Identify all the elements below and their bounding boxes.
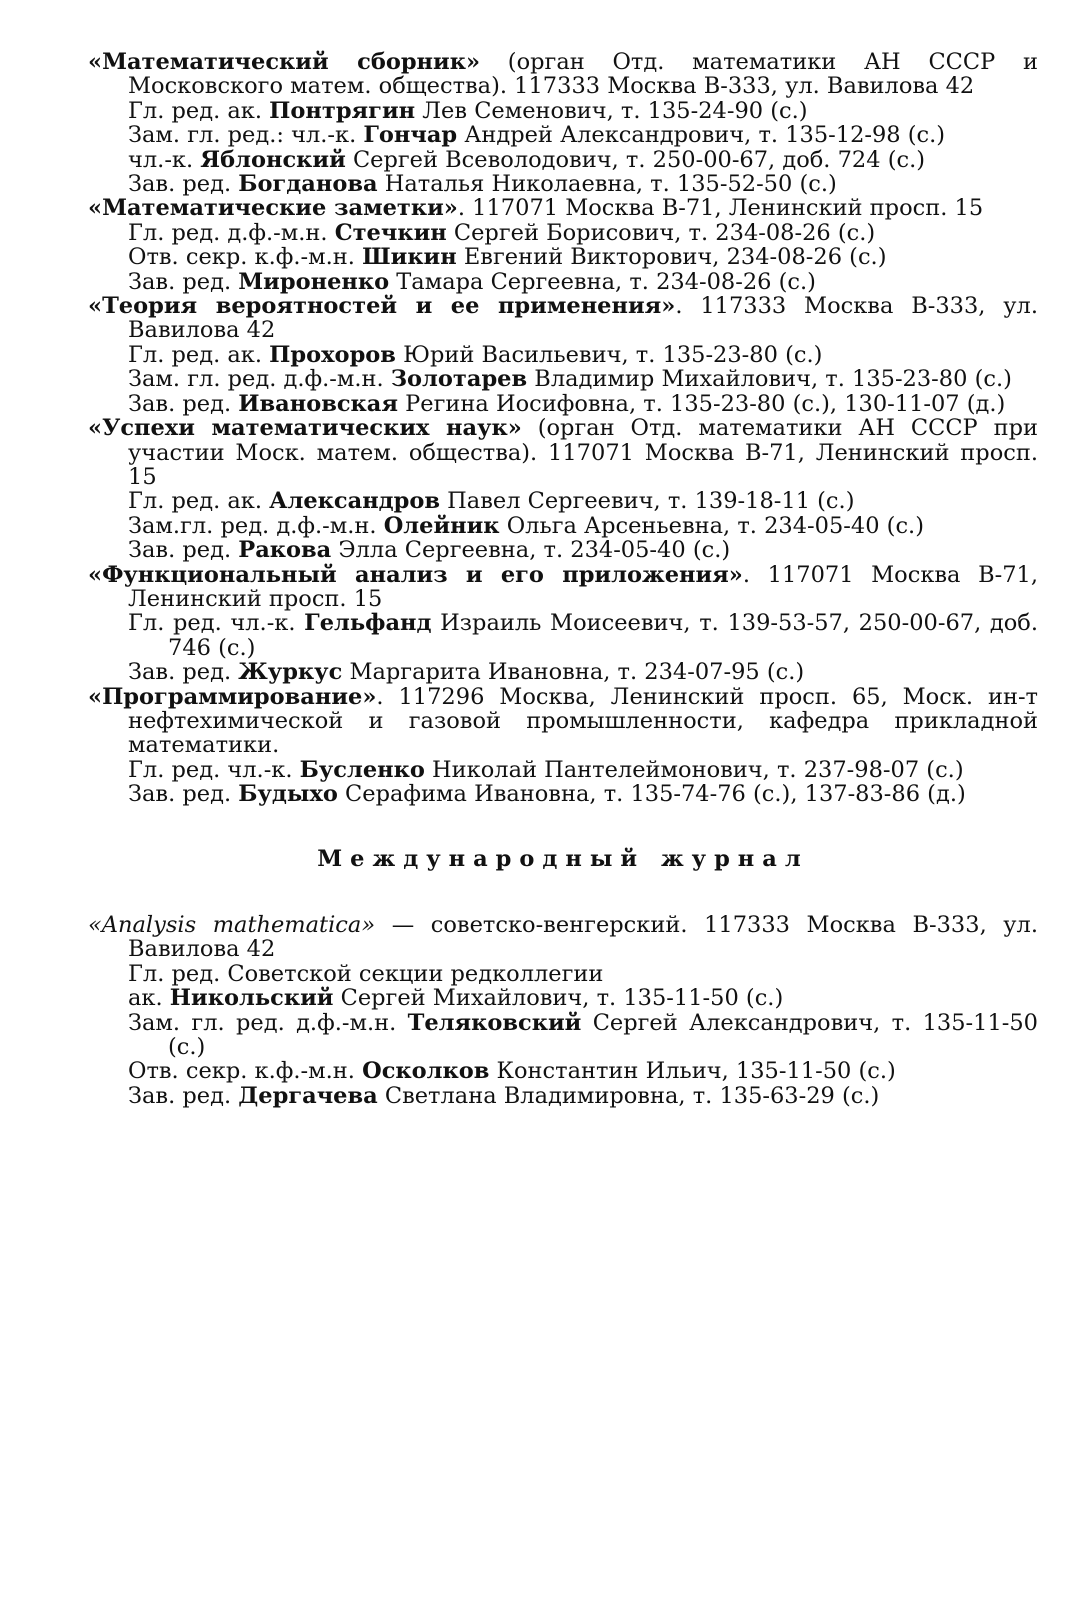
staff-surname: Бусленко	[299, 756, 425, 783]
staff-surname: Ивановская	[238, 390, 399, 417]
journal-heading	[88, 294, 1038, 343]
staff-role: Гл. ред. чл.-к.	[128, 756, 300, 783]
journal-address: (орган Отд. математики АН СССР и Московского матем. общества). 117333 Москва В-333, ул. Вавилова 42	[128, 49, 1038, 100]
staff-role: Зам. гл. ред. д.ф.-м.н.	[128, 1009, 408, 1036]
staff-line	[88, 270, 1038, 294]
staff-role: Гл. ред. ак.	[128, 97, 270, 124]
journal-entry-international	[88, 913, 1038, 1108]
staff-details: Маргарита Ивановна, т. 234-07-95 (с.)	[342, 659, 805, 686]
staff-details: Юрий Васильевич, т. 135-23-80 (с.)	[395, 341, 823, 368]
staff-line	[88, 172, 1038, 196]
staff-role: Отв. секр. к.ф.-м.н.	[128, 1058, 363, 1085]
staff-line	[88, 660, 1038, 684]
journal-title: «Программирование»	[88, 683, 377, 710]
staff-surname: Теляковский	[407, 1009, 582, 1036]
staff-details: Сергей Борисович, т. 234-08-26 (с.)	[446, 219, 876, 246]
staff-role: Зав. ред.	[128, 659, 239, 686]
journal-address: (орган Отд. математики АН СССР при участии Моск. матем. общества). 117071 Москва В-71, Ленинский просп. 15	[128, 415, 1038, 490]
staff-details: Элла Сергеевна, т. 234-05-40 (с.)	[331, 537, 731, 564]
staff-surname: Шикин	[362, 244, 457, 271]
journal-heading	[88, 685, 1038, 758]
staff-surname: Прохоров	[269, 341, 396, 368]
staff-line	[88, 245, 1038, 269]
staff-role: Зам.гл. ред. д.ф.-м.н.	[128, 512, 384, 539]
staff-details: Константин Ильич, 135-11-50 (с.)	[489, 1058, 896, 1085]
journal-entry	[88, 196, 1038, 294]
staff-surname: Гельфанд	[304, 610, 432, 637]
staff-role: Зав. ред.	[128, 781, 239, 808]
staff-line	[88, 367, 1038, 391]
staff-role: Зам. гл. ред. д.ф.-м.н.	[128, 366, 391, 393]
staff-surname: Ракова	[238, 537, 332, 564]
staff-role: Отв. секр. к.ф.-м.н.	[128, 244, 363, 271]
staff-line	[88, 489, 1038, 513]
staff-line	[88, 986, 1038, 1010]
staff-role: Зав. ред.	[128, 1082, 239, 1109]
journal-heading	[88, 913, 1038, 962]
journal-title: «Успехи математических наук»	[88, 415, 522, 442]
staff-surname: Осколков	[362, 1058, 490, 1085]
staff-surname: Яблонский	[200, 146, 346, 173]
staff-details: Светлана Владимировна, т. 135-63-29 (с.)	[377, 1082, 880, 1109]
staff-line	[88, 123, 1038, 147]
staff-surname: Золотарев	[390, 366, 528, 393]
staff-role: Гл. ред. ак.	[128, 341, 270, 368]
staff-role: Зав. ред.	[128, 268, 239, 295]
staff-surname: Журкус	[238, 659, 343, 686]
staff-details: Евгений Викторович, 234-08-26 (с.)	[456, 244, 887, 271]
journal-entry	[88, 563, 1038, 685]
journal-entry	[88, 294, 1038, 416]
staff-details: Сергей Михайлович, т. 135-11-50 (с.)	[333, 985, 784, 1012]
staff-line	[88, 99, 1038, 123]
staff-details: Павел Сергеевич, т. 139-18-11 (с.)	[440, 488, 855, 515]
staff-details: Николай Пантелеймонович, т. 237-98-07 (с.)	[424, 756, 964, 783]
staff-role: Зам. гл. ред.: чл.-к.	[128, 122, 364, 149]
staff-role: Гл. ред. д.ф.-м.н.	[128, 219, 335, 246]
staff-details: Сергей Всеволодович, т. 250-00-67, доб. 724 (с.)	[345, 146, 926, 173]
staff-line	[88, 221, 1038, 245]
staff-surname: Олейник	[383, 512, 500, 539]
journal-entry	[88, 416, 1038, 562]
staff-details: Владимир Михайлович, т. 135-23-80 (с.)	[527, 366, 1012, 393]
section-heading: Международный журнал	[317, 845, 809, 872]
staff-line	[88, 538, 1038, 562]
journal-title: «Функциональный анализ и его приложения»	[88, 561, 743, 588]
journal-entry	[88, 50, 1038, 196]
staff-surname: Богданова	[238, 171, 378, 198]
journal-address: . 117333 Москва В-333, ул. Вавилова 42	[128, 293, 1038, 344]
journal-heading	[88, 563, 1038, 612]
staff-line	[88, 514, 1038, 538]
journal-address: . 117296 Москва, Ленинский просп. 65, Моск. ин-т нефтехимической и газовой промышленности, кафедра прикладной математики.	[128, 683, 1038, 759]
journal-address: . 117071 Москва В-71, Ленинский просп. 15	[128, 561, 1038, 612]
staff-role: Гл. ред. ак.	[128, 488, 270, 515]
journal-address: . 117071 Москва В-71, Ленинский просп. 15	[457, 195, 984, 222]
staff-role: чл.-к.	[128, 146, 201, 173]
staff-role: Зав. ред.	[128, 171, 239, 198]
journal-heading	[88, 50, 1038, 99]
staff-details: Ольга Арсеньевна, т. 234-05-40 (с.)	[499, 512, 924, 539]
staff-details: Наталья Николаевна, т. 135-52-50 (с.)	[377, 171, 837, 198]
document-page	[88, 50, 1038, 1108]
staff-details: Лев Семенович, т. 135-24-90 (с.)	[415, 97, 808, 124]
staff-role: Гл. ред. Советской секции редколлегии	[128, 960, 604, 987]
staff-role: ак.	[128, 985, 170, 1012]
staff-surname: Понтрягин	[269, 97, 416, 124]
staff-surname: Стечкин	[334, 219, 447, 246]
staff-surname: Гончар	[363, 122, 458, 149]
staff-line	[88, 782, 1038, 806]
staff-line	[88, 611, 1038, 660]
staff-details: Регина Иосифовна, т. 135-23-80 (с.), 130-11-07 (д.)	[398, 390, 1006, 417]
staff-role: Зав. ред.	[128, 537, 239, 564]
staff-details: Сергей Александрович, т. 135-11-50 (с.)	[168, 1009, 1038, 1061]
staff-line	[88, 1059, 1038, 1083]
staff-surname: Никольский	[169, 985, 334, 1012]
staff-line	[88, 1084, 1038, 1108]
staff-role: Гл. ред. чл.-к.	[128, 610, 305, 637]
staff-surname: Будыхо	[238, 781, 338, 808]
journal-title: «Математические заметки»	[88, 195, 458, 222]
staff-line	[88, 962, 1038, 986]
journal-entry	[88, 685, 1038, 807]
staff-surname: Дергачева	[238, 1082, 378, 1109]
staff-details: Андрей Александрович, т. 135-12-98 (с.)	[457, 122, 946, 149]
staff-line	[88, 758, 1038, 782]
journal-heading	[88, 416, 1038, 489]
staff-line	[88, 392, 1038, 416]
staff-surname: Александров	[269, 488, 441, 515]
journal-heading	[88, 196, 1038, 220]
staff-details: Тамара Сергеевна, т. 234-08-26 (с.)	[389, 268, 816, 295]
staff-role: Зав. ред.	[128, 390, 239, 417]
journal-title: «Теория вероятностей и ее применения»	[88, 293, 676, 320]
journal-address: — советско-венгерский. 117333 Москва В-333, ул. Вавилова 42	[128, 912, 1038, 963]
staff-line	[88, 148, 1038, 172]
staff-line	[88, 343, 1038, 367]
journal-title: «Analysis mathematica»	[88, 912, 376, 938]
staff-surname: Мироненко	[238, 268, 390, 295]
staff-line	[88, 1011, 1038, 1060]
staff-details: Серафима Ивановна, т. 135-74-76 (с.), 137-83-86 (д.)	[337, 781, 966, 808]
journal-title: «Математический сборник»	[88, 49, 481, 75]
staff-details: Израиль Моисеевич, т. 139-53-57, 250-00-67, доб. 746 (с.)	[168, 610, 1038, 661]
